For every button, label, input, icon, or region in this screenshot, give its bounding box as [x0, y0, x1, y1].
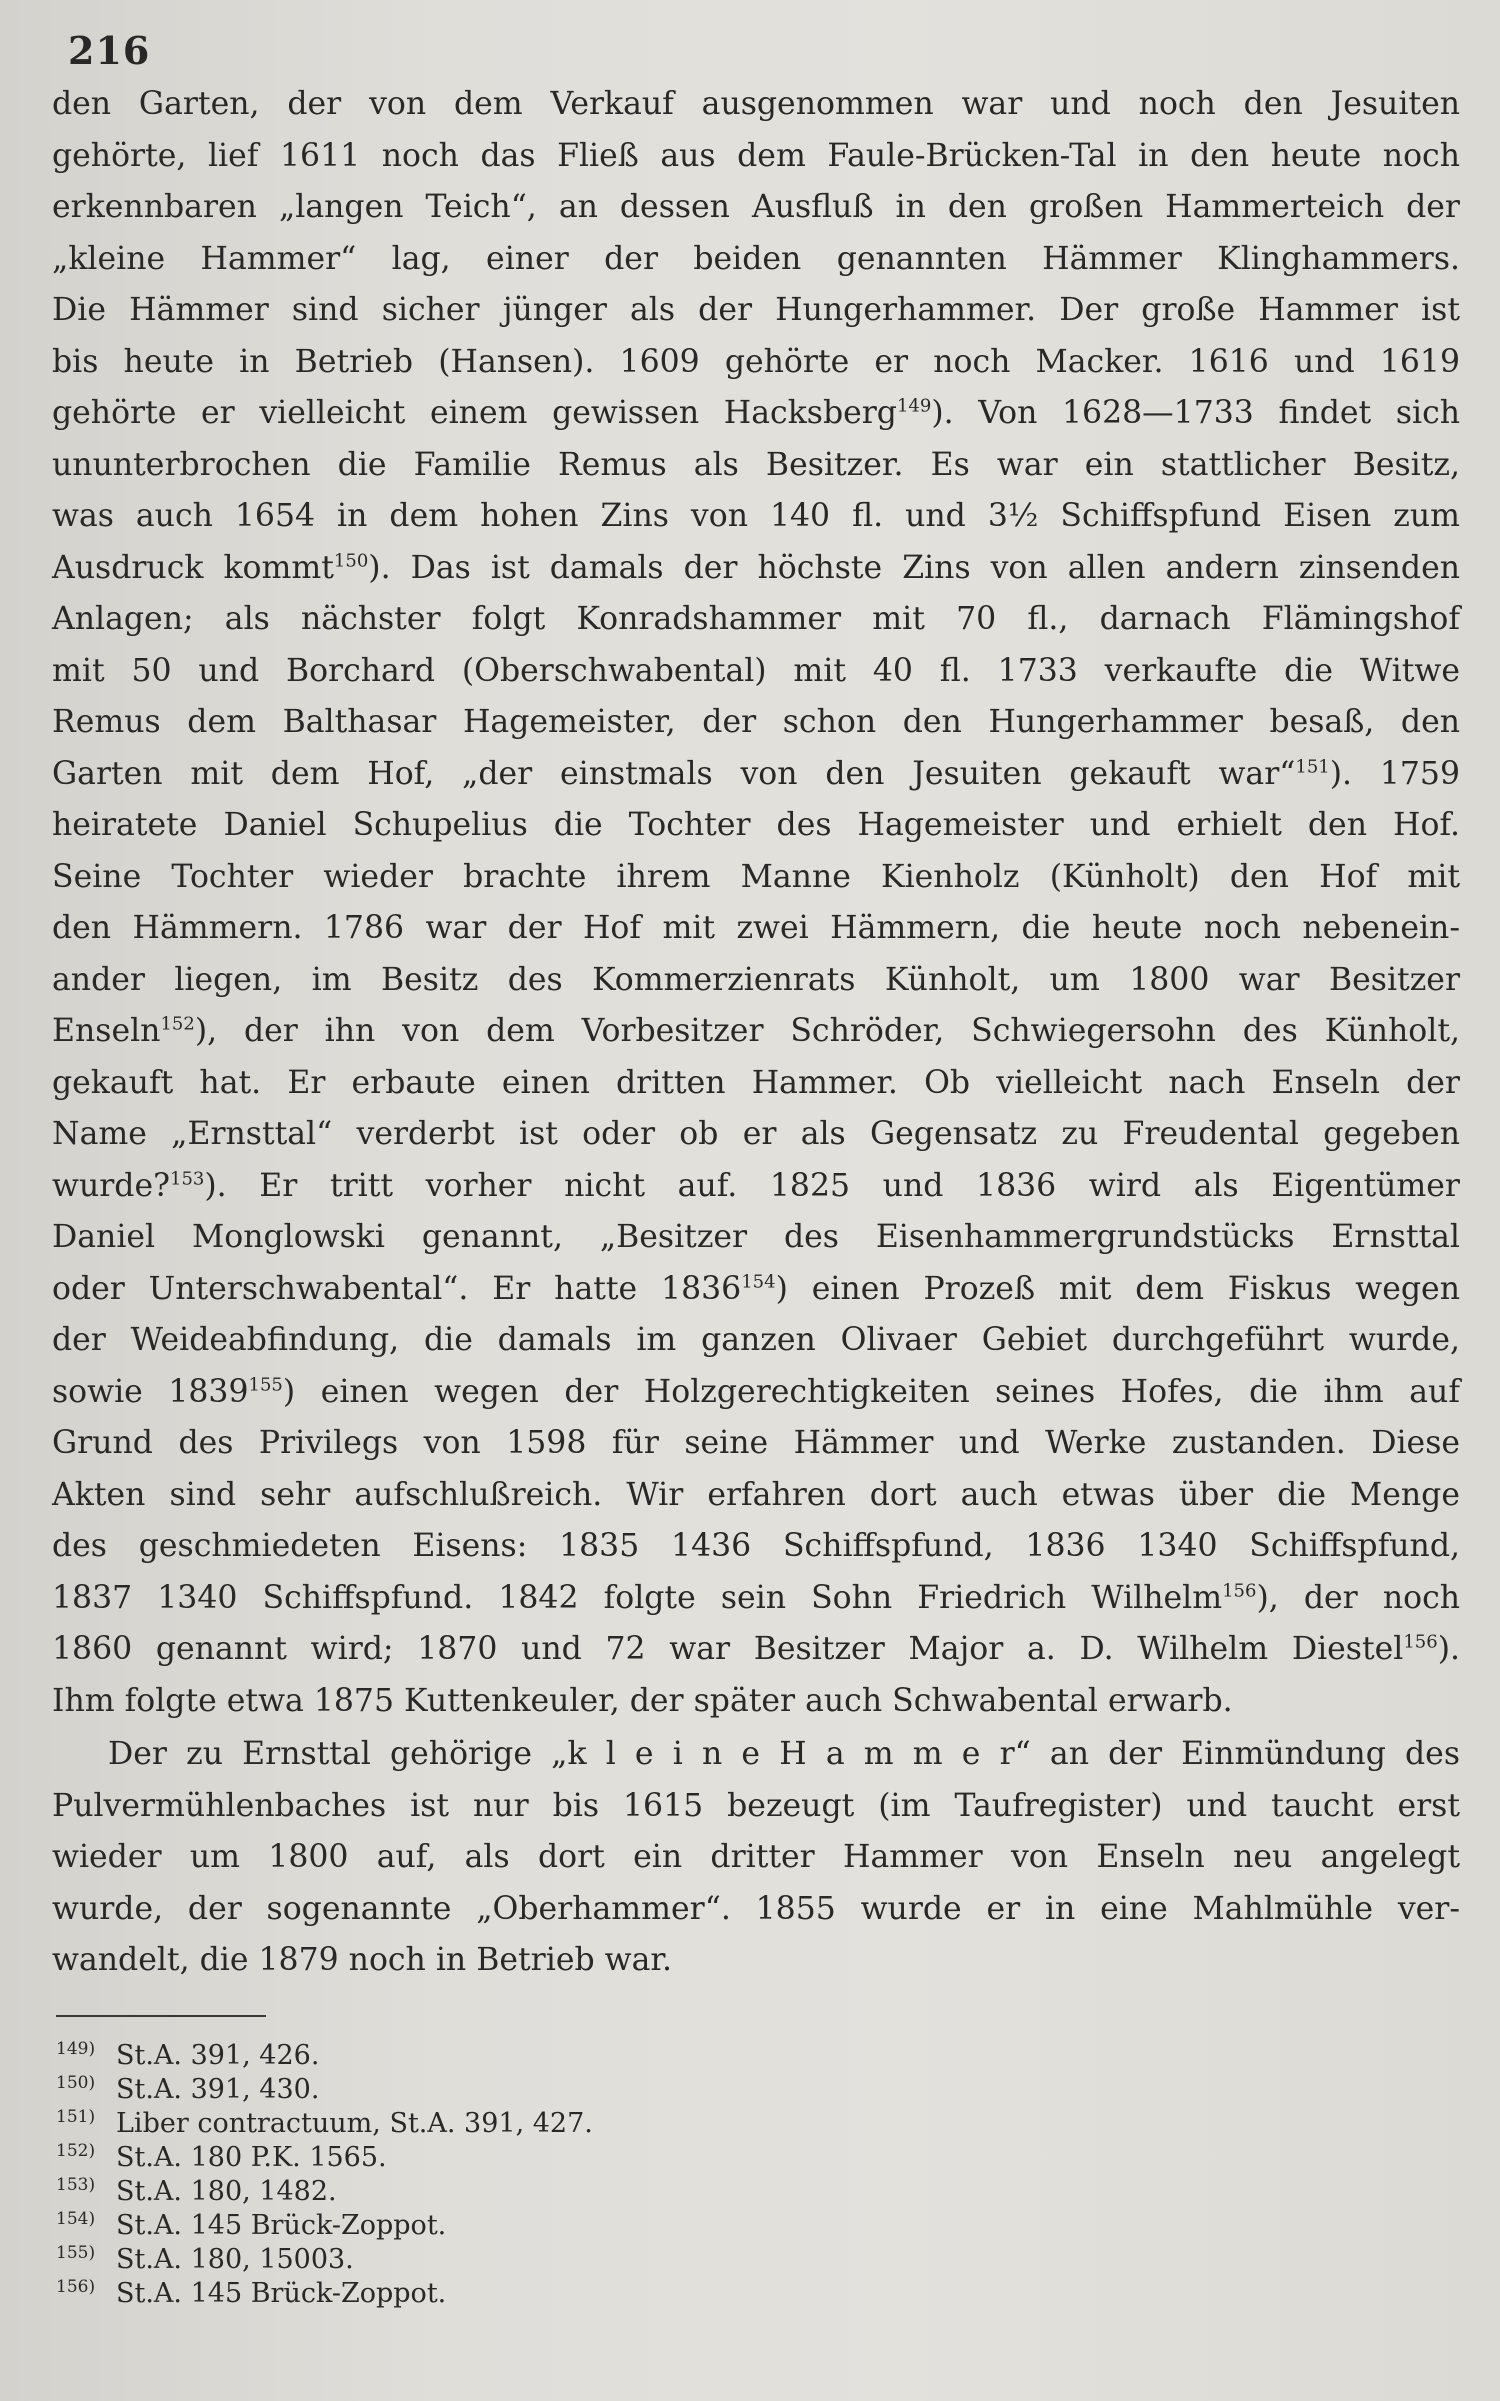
line-text-continued: ) einen wegen der Holzgerechtigkeiten seines Hofes, die ihm auf — [282, 1373, 1460, 1410]
text-line — [52, 903, 1460, 955]
footnote-item: 149) St.A. 391, 426. — [56, 2038, 320, 2071]
text-line — [52, 1109, 1460, 1161]
text-line — [52, 1781, 1460, 1833]
footnote-item: 154) St.A. 145 Brück-Zoppot. — [56, 2208, 447, 2241]
text-line — [52, 1161, 1460, 1213]
line-text: wandelt, die 1879 noch in Betrieb war. — [52, 1942, 672, 1978]
footnote-item: 156) St.A. 145 Brück-Zoppot. — [56, 2276, 447, 2309]
footnote-text: St.A. 180, 15003. — [116, 2243, 354, 2275]
line-text: Pulvermühlenbaches ist nur bis 1615 bezeugt (im Taufregister) und taucht erst — [52, 1787, 1460, 1824]
text-line — [52, 594, 1460, 646]
text-line — [52, 337, 1460, 389]
text-line — [52, 1884, 1460, 1936]
text-line — [52, 1212, 1460, 1264]
footnote-reference[interactable]: 149 — [896, 395, 932, 417]
text-line — [52, 543, 1460, 595]
line-text: Remus dem Balthasar Hagemeister, der schon den Hungerhammer besaß, den — [52, 704, 1460, 740]
text-line — [52, 1264, 1460, 1316]
line-text: Ausdruck kommt — [52, 549, 334, 586]
line-text: Ihm folgte etwa 1875 Kuttenkeuler, der später auch Schwabental erwarb. — [52, 1682, 1233, 1719]
footnote-item: 152) St.A. 180 P.K. 1565. — [56, 2140, 387, 2173]
line-text: Daniel Monglowski genannt, „Besitzer des Eisenhammergrundstücks Ernsttal — [52, 1219, 1460, 1255]
footnote-reference[interactable]: 150 — [333, 550, 369, 571]
line-text: 1837 1340 Schiffspfund. 1842 folgte sein Sohn Friedrich Wilhelm — [52, 1579, 1223, 1616]
text-line — [52, 1676, 1460, 1728]
footnote-reference[interactable]: 151 — [1295, 756, 1330, 777]
footnote-item: 155) St.A. 180, 15003. — [56, 2242, 354, 2275]
line-text: gehörte er vielleicht einem gewissen Hacksberg — [52, 395, 897, 431]
line-text: der Weideabfindung, die damals im ganzen Olivaer Gebiet durchgeführt wurde, — [52, 1322, 1460, 1358]
line-text: oder Unterschwabental“. Er hatte 1836 — [52, 1270, 742, 1307]
text-line — [52, 749, 1460, 801]
line-text-continued: ). Er tritt vorher nicht auf. 1825 und 1836 wird als Eigentümer — [204, 1167, 1460, 1204]
text-line — [52, 697, 1460, 749]
line-text: Garten mit dem Hof, „der einstmals von den Jesuiten gekauft war“ — [52, 755, 1296, 792]
line-text: mit 50 und Borchard (Oberschwabental) mit 40 fl. 1733 verkaufte die Witwe — [52, 652, 1460, 689]
text-line — [52, 1521, 1460, 1573]
line-text: den Hämmern. 1786 war der Hof mit zwei Hämmern, die heute noch nebenein- — [52, 910, 1460, 946]
line-text: gehörte, lief 1611 noch das Fließ aus dem Faule-Brücken-Tal in den heute noch — [52, 137, 1460, 174]
line-text: wieder um 1800 auf, als dort ein dritter Hammer von Enseln neu angelegt — [52, 1839, 1460, 1875]
line-text: erkennbaren „langen Teich“, an dessen Ausfluß in den großen Hammerteich der — [52, 189, 1460, 225]
line-text: was auch 1654 in dem hohen Zins von 140 fl. und 3½ Schiffspfund Eisen zum — [52, 498, 1460, 534]
line-text: des geschmiedeten Eisens: 1835 1436 Schiffspfund, 1836 1340 Schiffspfund, — [52, 1528, 1460, 1564]
footnote-reference[interactable]: 156 — [1403, 1631, 1438, 1653]
line-text-continued: ), der ihn von dem Vorbesitzer Schröder, Schwiegersohn des Künholt, — [194, 1013, 1460, 1049]
text-line — [52, 800, 1460, 852]
text-line — [52, 234, 1460, 286]
text-line — [52, 1367, 1460, 1419]
line-text: ununterbrochen die Familie Remus als Besitzer. Es war ein stattlicher Besitz, — [52, 446, 1460, 483]
text-line — [52, 388, 1460, 440]
paragraph-2 — [52, 1729, 1460, 1987]
line-text-continued: ) einen Prozeß mit dem Fiskus wegen — [775, 1270, 1460, 1307]
line-text: „kleine Hammer“ lag, einer der beiden genannten Hämmer Klinghammers. — [52, 240, 1460, 277]
footnote-item: 153) St.A. 180, 1482. — [56, 2174, 337, 2207]
text-line — [52, 1832, 1460, 1884]
footnote-reference[interactable]: 154 — [741, 1271, 776, 1292]
line-text: Anlagen; als nächster folgt Konradshammer mit 70 fl., darnach Flämingshof — [52, 601, 1460, 637]
line-text: heiratete Daniel Schupelius die Tochter des Hagemeister und erhielt den Hof. — [52, 807, 1460, 843]
footnote-text: Liber contractuum, St.A. 391, 427. — [116, 2107, 593, 2139]
text-line — [52, 491, 1460, 543]
text-line — [52, 1624, 1460, 1676]
text-line — [52, 285, 1460, 337]
footnote-item: 151) Liber contractuum, St.A. 391, 427. — [56, 2106, 593, 2139]
text-line — [52, 646, 1460, 698]
line-text: Der zu Ernsttal gehörige „k l e i n e H a m m e r“ an der Einmündung des — [108, 1736, 1460, 1772]
text-line — [52, 1058, 1460, 1110]
line-text: wurde? — [52, 1167, 171, 1204]
line-text: bis heute in Betrieb (Hansen). 1609 gehörte er noch Macker. 1616 und 1619 — [52, 343, 1460, 380]
line-text: Akten sind sehr aufschlußreich. Wir erfahren dort auch etwas über die Menge — [52, 1476, 1460, 1513]
line-text: Die Hämmer sind sicher jünger als der Hungerhammer. Der große Hammer ist — [52, 292, 1460, 328]
paragraph-1 — [52, 79, 1460, 1727]
line-text: sowie 1839 — [52, 1373, 249, 1410]
line-text-continued: ). 1759 — [1329, 755, 1460, 792]
line-text: Enseln — [52, 1013, 161, 1049]
footnote-text: St.A. 145 Brück-Zoppot. — [116, 2209, 447, 2241]
text-line — [52, 1729, 1460, 1781]
text-line — [52, 440, 1460, 492]
line-text-continued: ). Das ist damals der höchste Zins von allen andern zinsenden — [368, 549, 1460, 586]
footnote-reference[interactable]: 152 — [160, 1013, 195, 1035]
footnote-reference[interactable]: 155 — [248, 1374, 283, 1395]
page-number: 216 — [68, 28, 151, 73]
footnote-divider — [56, 2015, 266, 2017]
line-text: Grund des Privilegs von 1598 für seine Hämmer und Werke zustanden. Diese — [52, 1425, 1460, 1461]
text-line — [52, 955, 1460, 1007]
text-line — [52, 1418, 1460, 1470]
text-line — [52, 1935, 1460, 1987]
footnote-reference[interactable]: 156 — [1222, 1580, 1257, 1601]
line-text: 1860 genannt wird; 1870 und 72 war Besitzer Major a. D. Wilhelm Diestel — [52, 1631, 1404, 1667]
footnotes — [56, 2039, 1460, 2311]
text-line — [52, 131, 1460, 183]
line-text: Seine Tochter wieder brachte ihrem Manne Kienholz (Künholt) den Hof mit — [52, 858, 1460, 895]
text-line — [52, 1470, 1460, 1522]
line-text-continued: ). Von 1628—1733 findet sich — [931, 395, 1460, 431]
footnote-text: St.A. 180, 1482. — [116, 2175, 337, 2207]
line-text-continued: ). — [1437, 1631, 1460, 1667]
line-text: wurde, der sogenannte „Oberhammer“. 1855 wurde er in eine Mahlmühle ver- — [52, 1890, 1460, 1927]
text-line — [52, 79, 1460, 131]
footnote-reference[interactable]: 153 — [170, 1168, 205, 1189]
footnote-item: 150) St.A. 391, 430. — [56, 2072, 320, 2105]
text-line — [52, 1573, 1460, 1625]
line-text-continued: ), der noch — [1256, 1579, 1461, 1616]
line-text: Name „Ernsttal“ verderbt ist oder ob er als Gegensatz zu Freudental gegeben — [52, 1116, 1460, 1152]
footnote-text: St.A. 391, 430. — [116, 2073, 320, 2105]
line-text: ander liegen, im Besitz des Kommerzienrats Künholt, um 1800 war Besitzer — [52, 961, 1460, 998]
text-line — [52, 1315, 1460, 1367]
text-line — [52, 852, 1460, 904]
footnote-text: St.A. 391, 426. — [116, 2039, 320, 2071]
text-line — [52, 1006, 1460, 1058]
line-text: gekauft hat. Er erbaute einen dritten Hammer. Ob vielleicht nach Enseln der — [52, 1064, 1460, 1101]
line-text: den Garten, der von dem Verkauf ausgenommen war und noch den Jesuiten — [52, 86, 1460, 122]
text-line — [52, 182, 1460, 234]
footnote-text: St.A. 180 P.K. 1565. — [116, 2141, 387, 2173]
footnote-text: St.A. 145 Brück-Zoppot. — [116, 2277, 447, 2309]
